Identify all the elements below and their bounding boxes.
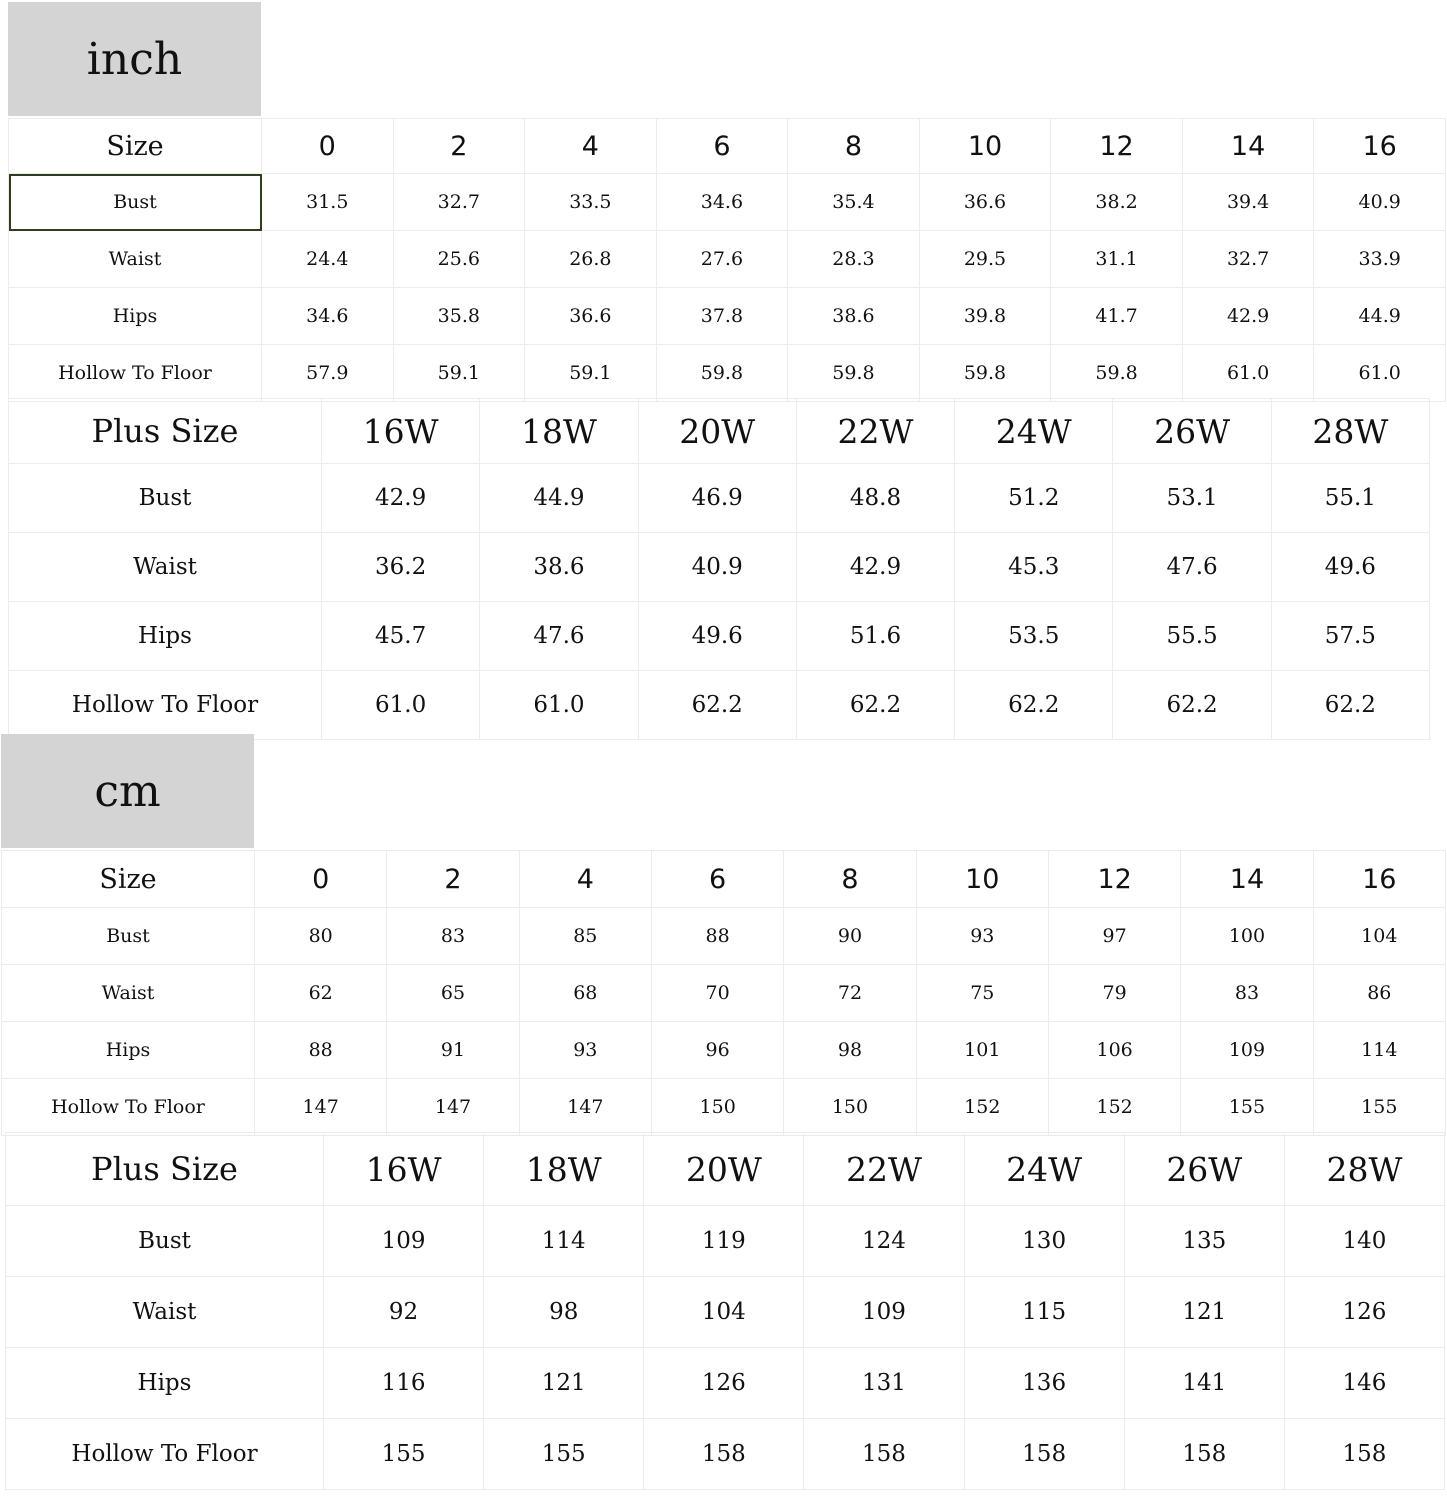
inch-standard-header-row: [9, 119, 1446, 174]
measurement-value: 91: [387, 1022, 519, 1079]
measurement-value: 37.8: [656, 288, 788, 345]
size-column-header: 6: [656, 119, 788, 174]
measurement-value: 158: [964, 1419, 1124, 1490]
measurement-value: 152: [916, 1079, 1048, 1136]
measurement-value: 45.3: [955, 533, 1113, 602]
size-column-header: 22W: [796, 399, 954, 464]
measurement-value: 70: [651, 965, 783, 1022]
measurement-label: Waist: [6, 1277, 324, 1348]
measurement-value: 100: [1181, 908, 1313, 965]
measurement-value: 106: [1048, 1022, 1180, 1079]
measurement-value: 38.6: [788, 288, 920, 345]
measurement-value: 93: [916, 908, 1048, 965]
measurement-value: 85: [519, 908, 651, 965]
measurement-value: 147: [519, 1079, 651, 1136]
measurement-value: 55.1: [1271, 464, 1429, 533]
measurement-value: 65: [387, 965, 519, 1022]
measurement-value: 114: [484, 1206, 644, 1277]
measurement-label: Hips: [6, 1348, 324, 1419]
measurement-label: Bust: [6, 1206, 324, 1277]
measurement-label: Waist: [2, 965, 255, 1022]
measurement-value: 109: [1181, 1022, 1313, 1079]
header-label: Plus Size: [6, 1133, 324, 1206]
measurement-value: 104: [644, 1277, 804, 1348]
measurement-value: 38.2: [1051, 174, 1183, 231]
measurement-value: 97: [1048, 908, 1180, 965]
measurement-value: 36.6: [919, 174, 1051, 231]
inch-plus-header-row: [9, 399, 1430, 464]
measurement-value: 48.8: [796, 464, 954, 533]
measurement-value: 32.7: [393, 174, 525, 231]
table-row: [9, 671, 1430, 740]
measurement-value: 75: [916, 965, 1048, 1022]
measurement-value: 114: [1313, 1022, 1445, 1079]
measurement-value: 121: [1124, 1277, 1284, 1348]
size-column-header: 28W: [1271, 399, 1429, 464]
cm-plus-header-row: [6, 1133, 1445, 1206]
measurement-value: 59.1: [393, 345, 525, 402]
measurement-value: 141: [1124, 1348, 1284, 1419]
table-row: [6, 1206, 1445, 1277]
measurement-value: 150: [651, 1079, 783, 1136]
measurement-value: 38.6: [480, 533, 638, 602]
measurement-value: 24.4: [262, 231, 394, 288]
measurement-value: 31.1: [1051, 231, 1183, 288]
measurement-value: 109: [804, 1277, 964, 1348]
size-column-header: 24W: [955, 399, 1113, 464]
cm-standard-size-table: [1, 850, 1446, 1136]
size-column-header: 14: [1182, 119, 1314, 174]
measurement-label: Hollow To Floor: [9, 671, 322, 740]
header-label: Size: [2, 851, 255, 908]
measurement-value: 88: [651, 908, 783, 965]
measurement-value: 158: [644, 1419, 804, 1490]
measurement-value: 59.1: [525, 345, 657, 402]
measurement-value: 29.5: [919, 231, 1051, 288]
measurement-value: 44.9: [480, 464, 638, 533]
measurement-value: 79: [1048, 965, 1180, 1022]
measurement-value: 49.6: [638, 602, 796, 671]
measurement-value: 57.5: [1271, 602, 1429, 671]
table-row: [6, 1348, 1445, 1419]
measurement-value: 44.9: [1314, 288, 1446, 345]
measurement-value: 140: [1284, 1206, 1444, 1277]
table-row: [2, 1022, 1446, 1079]
measurement-value: 47.6: [1113, 533, 1271, 602]
measurement-value: 88: [255, 1022, 387, 1079]
measurement-value: 33.9: [1314, 231, 1446, 288]
measurement-value: 80: [255, 908, 387, 965]
measurement-value: 34.6: [656, 174, 788, 231]
measurement-label: Hips: [2, 1022, 255, 1079]
measurement-value: 51.6: [796, 602, 954, 671]
measurement-value: 98: [784, 1022, 916, 1079]
size-column-header: 26W: [1113, 399, 1271, 464]
measurement-value: 62: [255, 965, 387, 1022]
measurement-value: 155: [484, 1419, 644, 1490]
measurement-label: Hollow To Floor: [9, 345, 262, 402]
size-column-header: 24W: [964, 1133, 1124, 1206]
unit-label-cm: cm: [1, 734, 254, 848]
measurement-value: 53.5: [955, 602, 1113, 671]
size-column-header: 26W: [1124, 1133, 1284, 1206]
table-row: [9, 288, 1446, 345]
measurement-value: 42.9: [796, 533, 954, 602]
measurement-value: 136: [964, 1348, 1124, 1419]
measurement-label: Bust: [2, 908, 255, 965]
measurement-value: 40.9: [638, 533, 796, 602]
size-column-header: 18W: [484, 1133, 644, 1206]
measurement-value: 49.6: [1271, 533, 1429, 602]
measurement-label: Hips: [9, 602, 322, 671]
measurement-value: 116: [324, 1348, 484, 1419]
measurement-value: 147: [387, 1079, 519, 1136]
measurement-value: 72: [784, 965, 916, 1022]
size-column-header: 16W: [322, 399, 480, 464]
measurement-value: 33.5: [525, 174, 657, 231]
measurement-label: Hollow To Floor: [6, 1419, 324, 1490]
measurement-value: 146: [1284, 1348, 1444, 1419]
measurement-value: 83: [1181, 965, 1313, 1022]
measurement-value: 51.2: [955, 464, 1113, 533]
measurement-value: 61.0: [1182, 345, 1314, 402]
header-label: Plus Size: [9, 399, 322, 464]
measurement-label: Hollow To Floor: [2, 1079, 255, 1136]
size-column-header: 16: [1314, 119, 1446, 174]
measurement-value: 152: [1048, 1079, 1180, 1136]
measurement-value: 115: [964, 1277, 1124, 1348]
measurement-value: 39.4: [1182, 174, 1314, 231]
measurement-value: 59.8: [788, 345, 920, 402]
size-column-header: 0: [262, 119, 394, 174]
table-row: [9, 345, 1446, 402]
measurement-value: 36.6: [525, 288, 657, 345]
measurement-value: 155: [1181, 1079, 1313, 1136]
size-column-header: 20W: [644, 1133, 804, 1206]
measurement-value: 83: [387, 908, 519, 965]
size-column-header: 2: [393, 119, 525, 174]
measurement-value: 32.7: [1182, 231, 1314, 288]
inch-plus-size-table: [8, 398, 1430, 740]
measurement-value: 135: [1124, 1206, 1284, 1277]
table-row: [9, 231, 1446, 288]
size-column-header: 28W: [1284, 1133, 1444, 1206]
measurement-value: 61.0: [322, 671, 480, 740]
measurement-value: 158: [1284, 1419, 1444, 1490]
size-column-header: 10: [919, 119, 1051, 174]
measurement-value: 59.8: [656, 345, 788, 402]
measurement-value: 31.5: [262, 174, 394, 231]
measurement-label: Waist: [9, 231, 262, 288]
measurement-value: 124: [804, 1206, 964, 1277]
measurement-value: 62.2: [638, 671, 796, 740]
size-column-header: 12: [1048, 851, 1180, 908]
size-column-header: 6: [651, 851, 783, 908]
measurement-value: 158: [1124, 1419, 1284, 1490]
measurement-value: 59.8: [919, 345, 1051, 402]
measurement-value: 96: [651, 1022, 783, 1079]
table-row: [2, 908, 1446, 965]
measurement-value: 126: [1284, 1277, 1444, 1348]
measurement-value: 27.6: [656, 231, 788, 288]
measurement-value: 155: [324, 1419, 484, 1490]
table-row: [9, 174, 1446, 231]
measurement-value: 42.9: [1182, 288, 1314, 345]
table-row: [2, 965, 1446, 1022]
size-column-header: 4: [519, 851, 651, 908]
inch-standard-size-table: [8, 118, 1446, 402]
measurement-label: Bust: [9, 464, 322, 533]
measurement-value: 90: [784, 908, 916, 965]
size-column-header: 18W: [480, 399, 638, 464]
measurement-value: 25.6: [393, 231, 525, 288]
table-row: [9, 533, 1430, 602]
measurement-value: 101: [916, 1022, 1048, 1079]
measurement-value: 150: [784, 1079, 916, 1136]
measurement-value: 92: [324, 1277, 484, 1348]
header-label: Size: [9, 119, 262, 174]
measurement-value: 98: [484, 1277, 644, 1348]
measurement-value: 62.2: [955, 671, 1113, 740]
measurement-value: 158: [804, 1419, 964, 1490]
measurement-label: Hips: [9, 288, 262, 345]
measurement-value: 45.7: [322, 602, 480, 671]
size-column-header: 22W: [804, 1133, 964, 1206]
measurement-value: 39.8: [919, 288, 1051, 345]
size-column-header: 10: [916, 851, 1048, 908]
measurement-value: 40.9: [1314, 174, 1446, 231]
table-row: [6, 1277, 1445, 1348]
measurement-value: 147: [255, 1079, 387, 1136]
size-column-header: 14: [1181, 851, 1313, 908]
size-column-header: 12: [1051, 119, 1183, 174]
measurement-value: 42.9: [322, 464, 480, 533]
size-column-header: 8: [788, 119, 920, 174]
measurement-value: 130: [964, 1206, 1124, 1277]
measurement-value: 62.2: [1271, 671, 1429, 740]
measurement-value: 121: [484, 1348, 644, 1419]
size-column-header: 20W: [638, 399, 796, 464]
measurement-value: 126: [644, 1348, 804, 1419]
measurement-value: 46.9: [638, 464, 796, 533]
measurement-value: 62.2: [796, 671, 954, 740]
measurement-value: 35.4: [788, 174, 920, 231]
measurement-value: 41.7: [1051, 288, 1183, 345]
measurement-value: 55.5: [1113, 602, 1271, 671]
measurement-label: Waist: [9, 533, 322, 602]
size-column-header: 0: [255, 851, 387, 908]
measurement-value: 26.8: [525, 231, 657, 288]
measurement-value: 34.6: [262, 288, 394, 345]
table-row: [6, 1419, 1445, 1490]
measurement-value: 131: [804, 1348, 964, 1419]
measurement-value: 28.3: [788, 231, 920, 288]
size-column-header: 4: [525, 119, 657, 174]
selected-cell-bust[interactable]: Bust: [9, 174, 262, 231]
size-column-header: 16W: [324, 1133, 484, 1206]
measurement-value: 119: [644, 1206, 804, 1277]
size-column-header: 8: [784, 851, 916, 908]
table-row: [2, 1079, 1446, 1136]
cm-plus-size-table: [5, 1132, 1445, 1490]
measurement-value: 47.6: [480, 602, 638, 671]
measurement-value: 104: [1313, 908, 1445, 965]
measurement-value: 61.0: [1314, 345, 1446, 402]
measurement-value: 61.0: [480, 671, 638, 740]
measurement-value: 53.1: [1113, 464, 1271, 533]
measurement-value: 59.8: [1051, 345, 1183, 402]
measurement-value: 86: [1313, 965, 1445, 1022]
size-column-header: 16: [1313, 851, 1445, 908]
size-column-header: 2: [387, 851, 519, 908]
measurement-value: 93: [519, 1022, 651, 1079]
measurement-value: 155: [1313, 1079, 1445, 1136]
measurement-value: 36.2: [322, 533, 480, 602]
cm-standard-header-row: [2, 851, 1446, 908]
measurement-value: 62.2: [1113, 671, 1271, 740]
table-row: [9, 602, 1430, 671]
measurement-value: 109: [324, 1206, 484, 1277]
measurement-value: 68: [519, 965, 651, 1022]
measurement-value: 35.8: [393, 288, 525, 345]
measurement-value: 57.9: [262, 345, 394, 402]
unit-label-inch: inch: [8, 2, 261, 116]
table-row: [9, 464, 1430, 533]
